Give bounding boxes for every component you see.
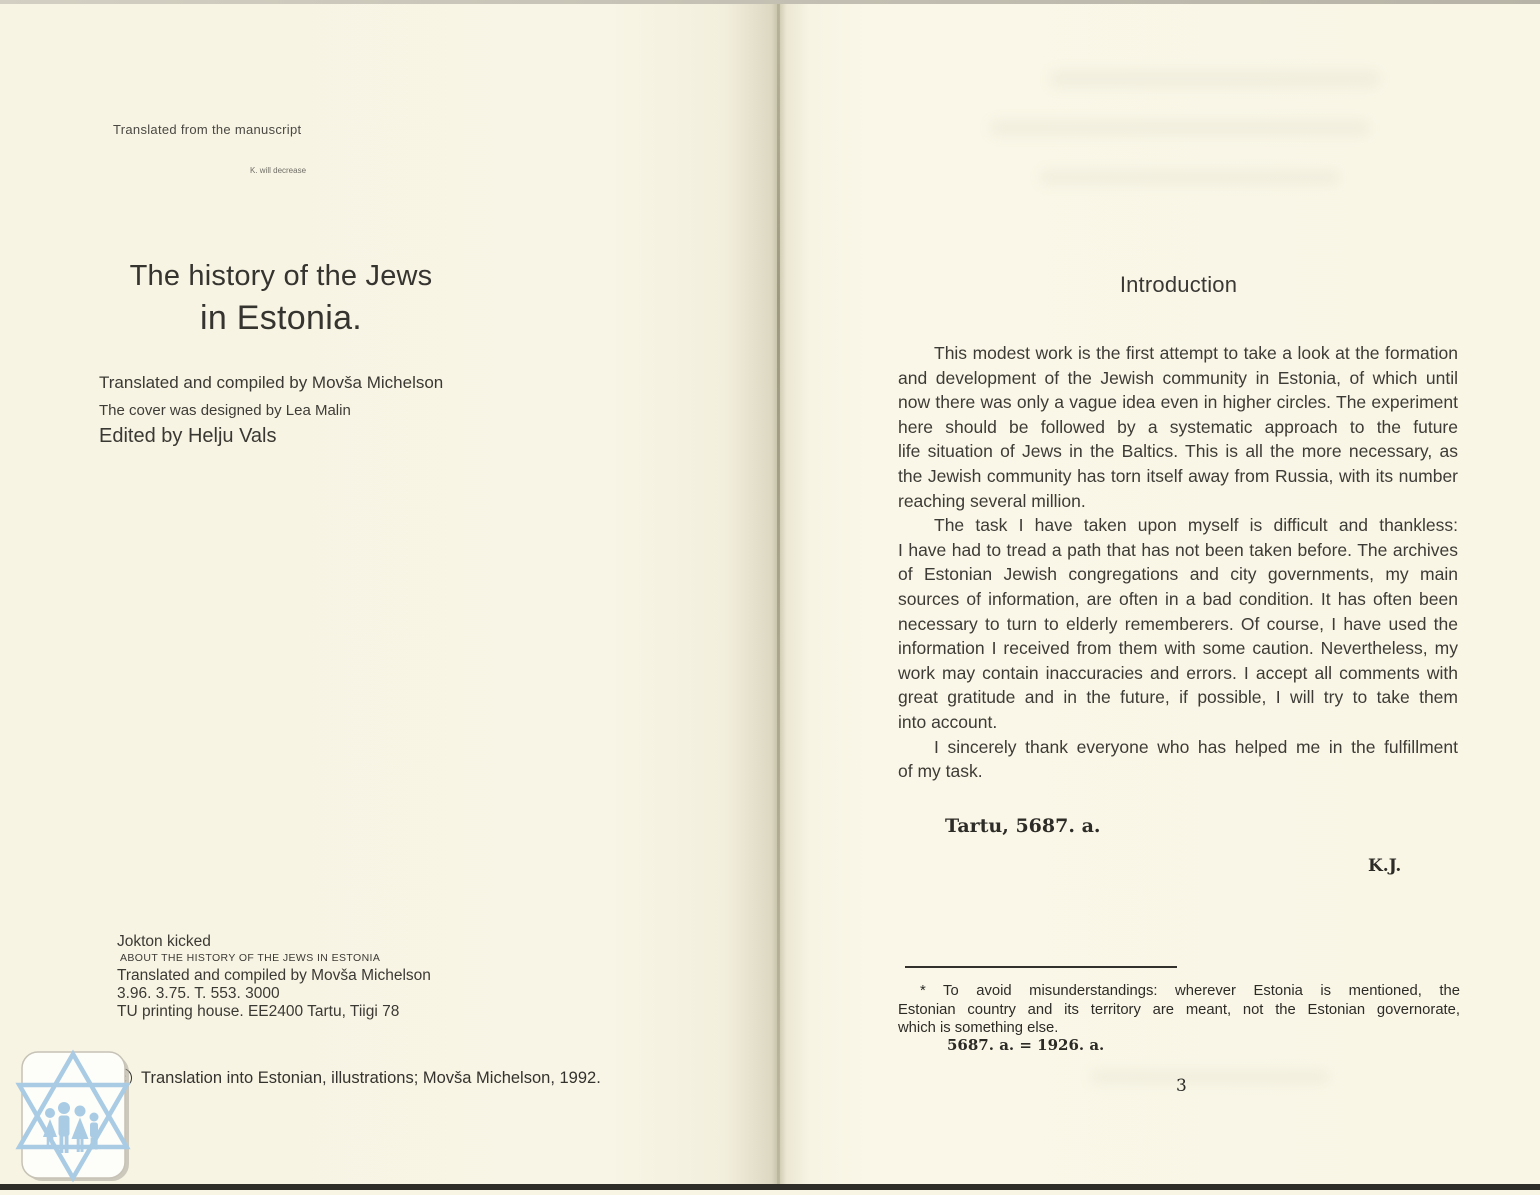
text-line: sources of information, are often in a bad condition. It has often been (898, 588, 1458, 609)
text-line: here should be followed by a systematic approach to the future (898, 416, 1458, 437)
imprint-line: 3.96. 3.75. T. 553. 3000 (117, 985, 280, 1002)
pencil-annotation: K. will decrease (250, 166, 307, 175)
text-line: of Estonian Jewish congregations and city governments, my main (898, 564, 1458, 585)
text-line: necessary to turn to elderly rememberers. Of course, I have used the (898, 613, 1458, 634)
cover-designer-credit: The cover was designed by Lea Malin (99, 402, 351, 419)
year-equation: 5687. a. = 1926. a. (947, 1036, 1105, 1054)
text-line: This modest work is the first attempt to take a look at the formation (934, 343, 1458, 363)
text-line: work may contain inaccuracies and errors. I accept all comments with (898, 662, 1458, 683)
text-line: of my task. (898, 761, 983, 782)
imprint-line: Translated and compiled by Movša Michelson (117, 967, 431, 984)
text-line: life situation of Jews in the Baltics. This is all the more necessary, as (898, 441, 1458, 462)
text-line: now there was only a vague idea even in higher circles. The experiment (898, 392, 1458, 413)
imprint-line: Jokton kicked (117, 933, 211, 950)
scan-edge-bottom (0, 1184, 1540, 1190)
copyright-text: Translation into Estonian, illustrations; Movša Michelson, 1992. (141, 1068, 601, 1087)
text-line: the Jewish community has torn itself away from Russia, with its number (898, 465, 1458, 486)
page-gutter-fold (777, 0, 780, 1190)
scan-edge-top (0, 0, 1540, 4)
chapter-heading: Introduction (1119, 272, 1238, 297)
footnote-line: * To avoid misunderstandings: wherever Estonia is mentioned, the (920, 983, 1460, 999)
copyright-line (112, 1068, 601, 1088)
footnote-separator (905, 966, 1177, 968)
text-line: information I received from them with some caution. Nevertheless, my (898, 638, 1458, 659)
imprint-line: ABOUT THE HISTORY OF THE JEWS IN ESTONIA (120, 952, 381, 964)
show-through-blob (1090, 1070, 1330, 1084)
manuscript-note: Translated from the manuscript (113, 122, 302, 137)
imprint-block (117, 933, 431, 1021)
text-line: The task I have taken upon myself is difficult and thankless: (934, 515, 1458, 536)
text-line: into account. (898, 711, 998, 732)
signoff-place-date: Tartu, 5687. a. (945, 815, 1101, 837)
show-through-blob (1040, 170, 1340, 185)
show-through-blob (990, 120, 1370, 136)
imprint-line: TU printing house. EE2400 Tartu, Tiigi 78 (117, 1003, 400, 1020)
text-line: I have had to tread a path that has not been taken before. The archives (898, 539, 1458, 560)
translator-credit: Translated and compiled by Movša Michelson (99, 373, 444, 392)
book-title-line1: The history of the Jews (129, 260, 433, 292)
introduction-text (898, 341, 1458, 784)
author-initials: K.J. (1368, 856, 1402, 876)
editor-credit: Edited by Helju Vals (99, 425, 277, 447)
footnote-line: Estonian country and its territory are meant, not the Estonian governorate, (898, 1001, 1460, 1018)
publisher-logo (0, 1028, 160, 1190)
footnote-line: which is something else. (898, 1020, 1059, 1037)
text-line: great gratitude and in the future, if possible, I will try to take them (898, 687, 1458, 708)
book-title-line2: in Estonia. (199, 299, 363, 337)
text-line: reaching several million. (898, 490, 1086, 511)
text-line: and development of the Jewish community in Estonia, of which until (898, 367, 1458, 388)
star-of-david-family-icon (0, 1028, 160, 1190)
footnote-text (898, 982, 1460, 1038)
book-title (120, 256, 442, 340)
show-through-blob (1050, 70, 1380, 88)
text-line: I sincerely thank everyone who has helped me in the fulfillment (934, 736, 1458, 757)
page-number: 3 (1176, 1076, 1187, 1096)
